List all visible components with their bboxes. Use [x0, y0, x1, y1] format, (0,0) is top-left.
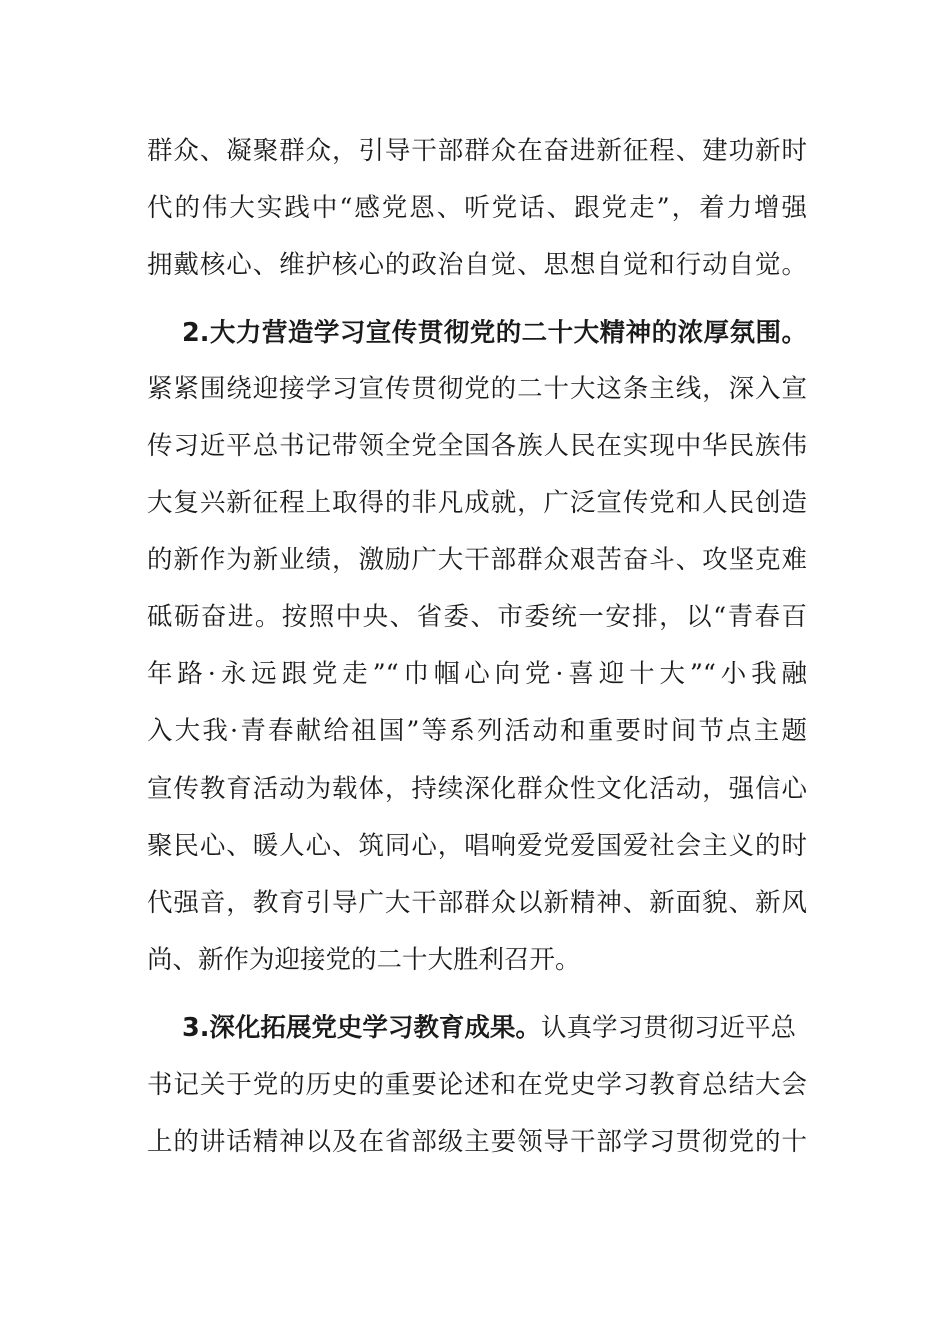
paragraph-line: 紧紧围绕迎接学习宣传贯彻党的二十大这条主线，深入宣 [147, 374, 807, 404]
paragraph-line: 代强音，教育引导广大干部群众以新精神、新面貌、新风 [147, 888, 807, 918]
paragraph-line: 入大我·青春献给祖国”等系列活动和重要时间节点主题 [147, 716, 807, 746]
paragraph-line: 传习近平总书记带领全党全国各族人民在实现中华民族伟 [147, 431, 807, 461]
paragraph-line: 砥砺奋进。按照中央、省委、市委统一安排，以“青春百 [147, 602, 807, 632]
paragraph-line: 群众、凝聚群众，引导干部群众在奋进新征程、建功新时 [147, 136, 807, 166]
section-3-first-line [182, 1008, 807, 1048]
paragraph-text: 认真学习贯彻习近平总 [540, 1013, 796, 1043]
paragraph-line: 书记关于党的历史的重要论述和在党史学习教育总结大会 [147, 1070, 807, 1100]
section-heading-2: 2.大力营造学习宣传贯彻党的二十大精神的浓厚氛围。 [182, 318, 807, 348]
paragraph-line: 年路·永远跟党走”“巾帼心向党·喜迎十大”“小我融 [147, 659, 807, 689]
paragraph-line: 代的伟大实践中“感党恩、听党话、跟党走”，着力增强 [147, 193, 807, 223]
paragraph-line: 拥戴核心、维护核心的政治自觉、思想自觉和行动自觉。 [147, 250, 807, 280]
paragraph-line: 的新作为新业绩，激励广大干部群众艰苦奋斗、攻坚克难 [147, 545, 807, 575]
paragraph-line: 上的讲话精神以及在省部级主要领导干部学习贯彻党的十 [147, 1127, 807, 1157]
section-heading-3: 3.深化拓展党史学习教育成果。 [182, 1013, 541, 1043]
paragraph-line: 大复兴新征程上取得的非凡成就，广泛宣传党和人民创造 [147, 488, 807, 518]
paragraph-line: 聚民心、暖人心、筑同心，唱响爱党爱国爱社会主义的时 [147, 831, 807, 861]
paragraph-line: 宣传教育活动为载体，持续深化群众性文化活动，强信心 [147, 774, 807, 804]
paragraph-line: 尚、新作为迎接党的二十大胜利召开。 [147, 945, 581, 975]
